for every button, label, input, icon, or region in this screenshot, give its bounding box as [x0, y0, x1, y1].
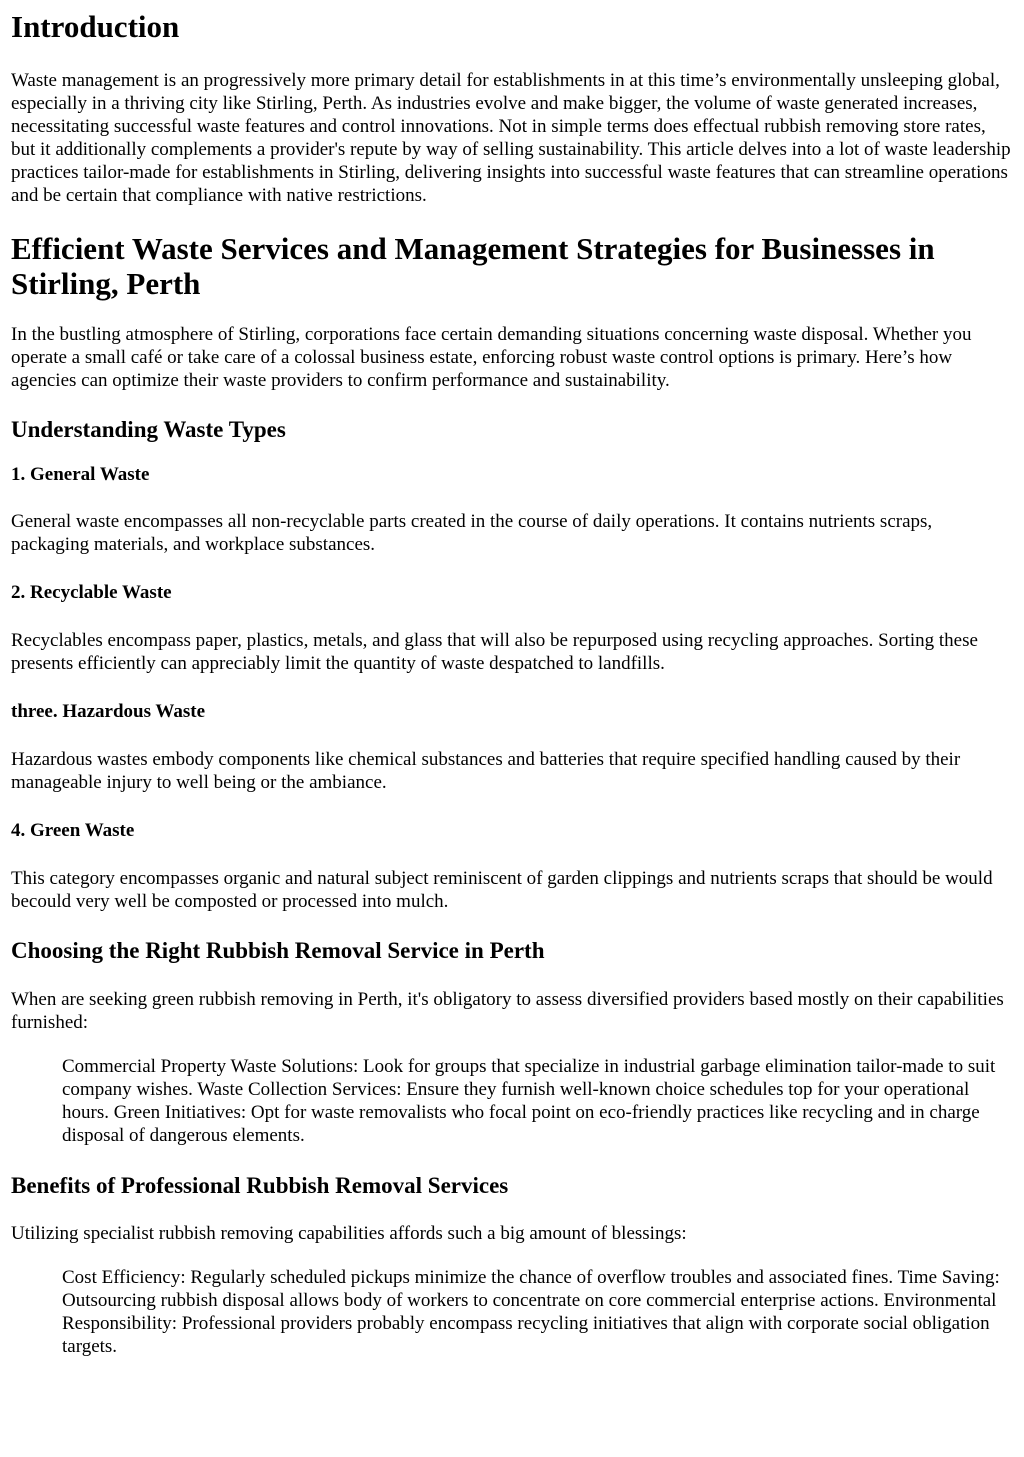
- waste-type-text: Recyclables encompass paper, plastics, metals, and glass that will also be repurposed using recycling approaches. Sorting these presents efficiently can appreciably limit the quantity of waste despatched to landfills.: [11, 630, 978, 674]
- article: [0, 9, 1024, 1358]
- waste-type-text: This category encompasses organic and natural subject reminiscent of garden clippings and nutrients scraps that should be would becould very well be composted or processed into mulch.: [11, 868, 993, 912]
- choosing-heading: Choosing the Right Rubbish Removal Service in Perth: [11, 938, 545, 963]
- intro-paragraph: Waste management is an progressively more primary detail for establishments in at this time’s environmentally unsleeping global, especially in a thriving city like Stirling, Perth. As industries evolve and make bigger, the volume of waste generated increases, necessitating successful waste features and control innovations. Not in simple terms does effectual rubbish removing store rates, but it additionally complements a provider's repute by way of selling sustainability. This article delves into a lot of waste leadership practices tailor-made for establishments in Stirling, delivering insights into successful waste features that can streamline operations and be certain that compliance with native restrictions.: [11, 70, 1011, 206]
- waste-type-text: General waste encompasses all non-recyclable parts created in the course of daily operations. It contains nutrients scraps, packaging materials, and workplace substances.: [11, 511, 933, 555]
- benefits-blockquote: Cost Efficiency: Regularly scheduled pickups minimize the chance of overflow troubles and associated fines. Time Saving: Outsourcing rubbish disposal allows body of workers to concentrate on core commercial enterprise actions. Environmental Responsibility: Professional providers probably encompass recycling initiatives that align with corporate social obligation targets.: [62, 1267, 1000, 1357]
- waste-types-heading: Understanding Waste Types: [11, 417, 286, 442]
- main-section-heading: Efficient Waste Services and Management Strategies for Businesses in Stirling, Perth: [11, 231, 935, 301]
- waste-type-title: 1. General Waste: [11, 464, 150, 485]
- benefits-heading: Benefits of Professional Rubbish Removal Services: [11, 1173, 509, 1198]
- choosing-paragraph: When are seeking green rubbish removing in Perth, it's obligatory to assess diversified providers based mostly on their capabilities furnished:: [11, 989, 1004, 1033]
- main-section-paragraph: In the bustling atmosphere of Stirling, corporations face certain demanding situations concerning waste disposal. Whether you operate a small café or take care of a colossal business estate, enforcing robust waste control options is primary. Here’s how agencies can optimize their waste providers to confirm performance and sustainability.: [11, 324, 972, 391]
- waste-type-title: 4. Green Waste: [11, 820, 135, 841]
- waste-type-title: three. Hazardous Waste: [11, 701, 206, 722]
- waste-type-title: 2. Recyclable Waste: [11, 582, 172, 603]
- waste-type-text: Hazardous wastes embody components like chemical substances and batteries that require specified handling caused by their manageable injury to well being or the ambiance.: [11, 749, 961, 793]
- choosing-blockquote: Commercial Property Waste Solutions: Look for groups that specialize in industrial garbage elimination tailor-made to suit company wishes. Waste Collection Services: Ensure they furnish well-known choice schedules top for your operational hours. Green Initiatives: Opt for waste removalists who focal point on eco-friendly practices like recycling and in charge disposal of dangerous elements.: [62, 1056, 996, 1146]
- intro-heading: Introduction: [11, 9, 180, 44]
- benefits-paragraph: Utilizing specialist rubbish removing capabilities affords such a big amount of blessings:: [11, 1223, 687, 1244]
